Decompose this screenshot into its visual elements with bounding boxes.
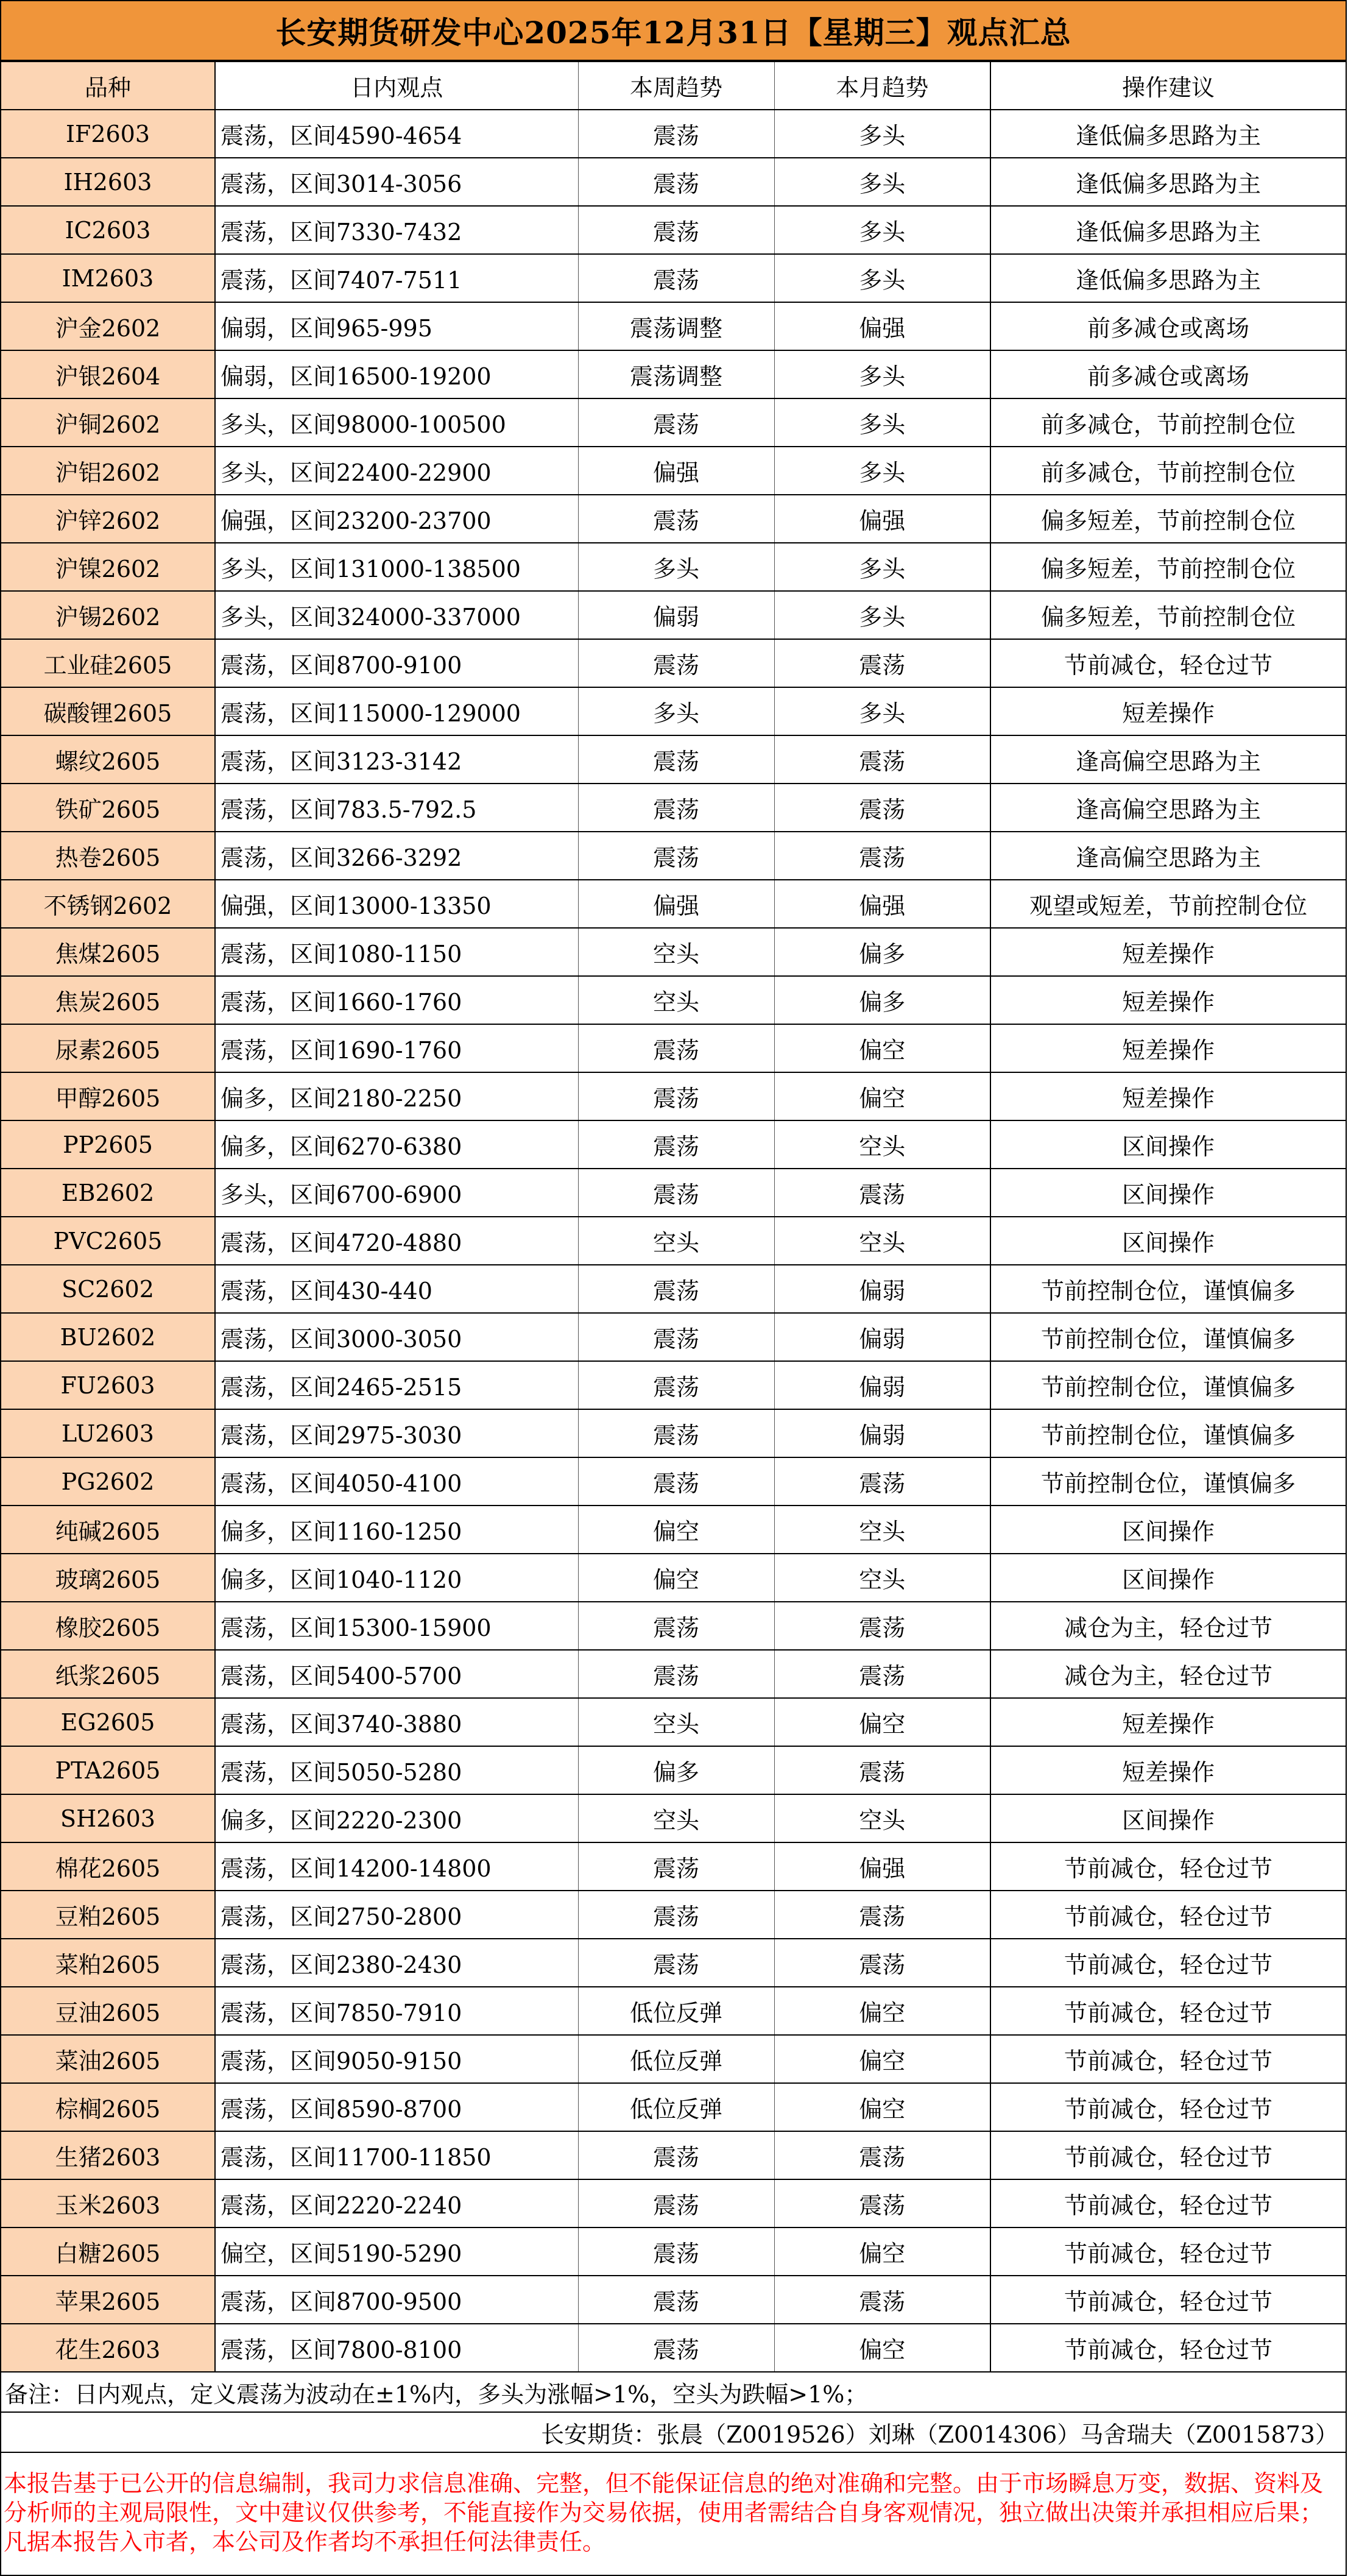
intraday-view-cell: 偏弱，区间16500-19200: [215, 350, 578, 398]
variety-cell: SC2602: [1, 1265, 215, 1313]
table-row: [1, 1842, 1346, 1891]
weekly-trend-cell: 偏空: [578, 1506, 774, 1554]
intraday-view-cell: 偏强，区间13000-13350: [215, 880, 578, 928]
weekly-trend-cell: 低位反弹: [578, 1987, 774, 2035]
monthly-trend-cell: 空头: [774, 1794, 990, 1842]
advice-cell: 逢低偏多思路为主: [990, 158, 1346, 206]
table-row: [1, 1313, 1346, 1361]
intraday-view-cell: 震荡，区间2380-2430: [215, 1939, 578, 1987]
table-row: [1, 206, 1346, 254]
variety-cell: 甲醇2605: [1, 1072, 215, 1120]
monthly-trend-cell: 震荡: [774, 2276, 990, 2324]
table-row: [1, 543, 1346, 591]
monthly-trend-cell: 偏空: [774, 2035, 990, 2083]
author-credits: 长安期货：张晨（Z0019526）刘琳（Z0014306）马舍瑞夫（Z0015873）: [1, 2413, 1346, 2453]
monthly-trend-cell: 多头: [774, 110, 990, 158]
weekly-trend-cell: 低位反弹: [578, 2083, 774, 2131]
table-row: [1, 2227, 1346, 2276]
variety-cell: 工业硅2605: [1, 639, 215, 687]
weekly-trend-cell: 震荡: [578, 1842, 774, 1891]
intraday-view-cell: 多头，区间98000-100500: [215, 398, 578, 447]
monthly-trend-cell: 偏强: [774, 880, 990, 928]
monthly-trend-cell: 多头: [774, 254, 990, 302]
monthly-trend-cell: 空头: [774, 1506, 990, 1554]
intraday-view-cell: 震荡，区间8700-9100: [215, 639, 578, 687]
table-row: [1, 2035, 1346, 2083]
variety-cell: 白糖2605: [1, 2227, 215, 2276]
monthly-trend-cell: 空头: [774, 1120, 990, 1169]
table-row: [1, 1265, 1346, 1313]
weekly-trend-cell: 震荡调整: [578, 302, 774, 350]
weekly-trend-cell: 偏强: [578, 447, 774, 495]
intraday-view-cell: 震荡，区间7850-7910: [215, 1987, 578, 2035]
variety-cell: 焦炭2605: [1, 976, 215, 1024]
intraday-view-cell: 震荡，区间1080-1150: [215, 928, 578, 976]
weekly-trend-cell: 多头: [578, 687, 774, 735]
table-row: [1, 880, 1346, 928]
weekly-trend-cell: 震荡: [578, 1072, 774, 1120]
monthly-trend-cell: 多头: [774, 158, 990, 206]
table-row: [1, 254, 1346, 302]
variety-cell: BU2602: [1, 1313, 215, 1361]
variety-cell: 橡胶2605: [1, 1602, 215, 1650]
views-table: [1, 61, 1346, 2373]
monthly-trend-cell: 震荡: [774, 832, 990, 880]
intraday-view-cell: 震荡，区间8700-9500: [215, 2276, 578, 2324]
table-row: [1, 447, 1346, 495]
advice-cell: 节前减仓，轻仓过节: [990, 2179, 1346, 2227]
monthly-trend-cell: 偏多: [774, 928, 990, 976]
intraday-view-cell: 震荡，区间11700-11850: [215, 2131, 578, 2179]
variety-cell: 菜粕2605: [1, 1939, 215, 1987]
advice-cell: 前多减仓，节前控制仓位: [990, 398, 1346, 447]
intraday-view-cell: 偏多，区间1160-1250: [215, 1506, 578, 1554]
variety-cell: LU2603: [1, 1409, 215, 1457]
monthly-trend-cell: 震荡: [774, 1939, 990, 1987]
intraday-view-cell: 震荡，区间115000-129000: [215, 687, 578, 735]
table-row: [1, 398, 1346, 447]
variety-cell: 豆油2605: [1, 1987, 215, 2035]
table-row: [1, 1506, 1346, 1554]
variety-cell: 豆粕2605: [1, 1891, 215, 1939]
weekly-trend-cell: 震荡: [578, 110, 774, 158]
variety-cell: 沪铝2602: [1, 447, 215, 495]
advice-cell: 节前控制仓位，谨慎偏多: [990, 1265, 1346, 1313]
table-row: [1, 1554, 1346, 1602]
advice-cell: 节前控制仓位，谨慎偏多: [990, 1361, 1346, 1409]
variety-cell: 纯碱2605: [1, 1506, 215, 1554]
variety-cell: 苹果2605: [1, 2276, 215, 2324]
weekly-trend-cell: 震荡: [578, 2131, 774, 2179]
weekly-trend-cell: 震荡: [578, 1939, 774, 1987]
variety-cell: 碳酸锂2605: [1, 687, 215, 735]
monthly-trend-cell: 偏空: [774, 1072, 990, 1120]
advice-cell: 节前控制仓位，谨慎偏多: [990, 1457, 1346, 1506]
weekly-trend-cell: 震荡: [578, 832, 774, 880]
monthly-trend-cell: 震荡: [774, 1457, 990, 1506]
advice-cell: 逢高偏空思路为主: [990, 735, 1346, 784]
advice-cell: 偏多短差，节前控制仓位: [990, 543, 1346, 591]
intraday-view-cell: 震荡，区间5050-5280: [215, 1746, 578, 1794]
weekly-trend-cell: 震荡: [578, 1361, 774, 1409]
advice-cell: 节前减仓，轻仓过节: [990, 1842, 1346, 1891]
variety-cell: PVC2605: [1, 1217, 215, 1265]
advice-cell: 短差操作: [990, 1698, 1346, 1746]
advice-cell: 区间操作: [990, 1169, 1346, 1217]
variety-cell: SH2603: [1, 1794, 215, 1842]
table-row: [1, 1457, 1346, 1506]
table-row: [1, 2083, 1346, 2131]
table-row: [1, 1361, 1346, 1409]
weekly-trend-cell: 震荡: [578, 1409, 774, 1457]
variety-cell: IM2603: [1, 254, 215, 302]
monthly-trend-cell: 多头: [774, 350, 990, 398]
advice-cell: 逢低偏多思路为主: [990, 206, 1346, 254]
table-row: [1, 350, 1346, 398]
intraday-view-cell: 震荡，区间3123-3142: [215, 735, 578, 784]
monthly-trend-cell: 空头: [774, 1217, 990, 1265]
advice-cell: 节前减仓，轻仓过节: [990, 1987, 1346, 2035]
variety-cell: 沪铜2602: [1, 398, 215, 447]
intraday-view-cell: 震荡，区间14200-14800: [215, 1842, 578, 1891]
advice-cell: 节前减仓，轻仓过节: [990, 2131, 1346, 2179]
advice-cell: 减仓为主，轻仓过节: [990, 1650, 1346, 1698]
advice-cell: 节前控制仓位，谨慎偏多: [990, 1409, 1346, 1457]
weekly-trend-cell: 震荡调整: [578, 350, 774, 398]
table-row: [1, 832, 1346, 880]
header-monthly-trend: 本月趋势: [774, 62, 990, 110]
advice-cell: 短差操作: [990, 976, 1346, 1024]
intraday-view-cell: 震荡，区间15300-15900: [215, 1602, 578, 1650]
advice-cell: 节前减仓，轻仓过节: [990, 2083, 1346, 2131]
weekly-trend-cell: 震荡: [578, 254, 774, 302]
weekly-trend-cell: 震荡: [578, 735, 774, 784]
variety-cell: EB2602: [1, 1169, 215, 1217]
intraday-view-cell: 多头，区间324000-337000: [215, 591, 578, 639]
intraday-view-cell: 多头，区间6700-6900: [215, 1169, 578, 1217]
monthly-trend-cell: 多头: [774, 398, 990, 447]
intraday-view-cell: 震荡，区间5400-5700: [215, 1650, 578, 1698]
advice-cell: 前多减仓或离场: [990, 350, 1346, 398]
advice-cell: 减仓为主，轻仓过节: [990, 1602, 1346, 1650]
intraday-view-cell: 震荡，区间1690-1760: [215, 1024, 578, 1072]
intraday-view-cell: 震荡，区间7407-7511: [215, 254, 578, 302]
monthly-trend-cell: 偏弱: [774, 1265, 990, 1313]
monthly-trend-cell: 空头: [774, 1554, 990, 1602]
intraday-view-cell: 震荡，区间783.5-792.5: [215, 784, 578, 832]
monthly-trend-cell: 偏空: [774, 2083, 990, 2131]
table-row: [1, 110, 1346, 158]
variety-cell: FU2603: [1, 1361, 215, 1409]
report-title: 长安期货研发中心2025年12月31日【星期三】观点汇总: [1, 0, 1346, 61]
advice-cell: 区间操作: [990, 1506, 1346, 1554]
monthly-trend-cell: 多头: [774, 591, 990, 639]
monthly-trend-cell: 震荡: [774, 2179, 990, 2227]
monthly-trend-cell: 震荡: [774, 1746, 990, 1794]
remark-note: 备注：日内观点，定义震荡为波动在±1%内，多头为涨幅>1%，空头为跌幅>1%；: [1, 2373, 1346, 2413]
weekly-trend-cell: 空头: [578, 1698, 774, 1746]
weekly-trend-cell: 偏强: [578, 880, 774, 928]
disclaimer-text: 本报告基于已公开的信息编制，我司力求信息准确、完整，但不能保证信息的绝对准确和完整。由于市场瞬息万变，数据、资料及分析师的主观局限性，文中建议仅供参考，不能直接作为交易依据，使用者需结合自身客观情况，独立做出决策并承担相应后果；凡据本报告入市者，本公司及作者均不承担任何法律责任。: [1, 2453, 1346, 2576]
weekly-trend-cell: 震荡: [578, 1169, 774, 1217]
advice-cell: 区间操作: [990, 1217, 1346, 1265]
monthly-trend-cell: 偏弱: [774, 1361, 990, 1409]
advice-cell: 节前减仓，轻仓过节: [990, 1891, 1346, 1939]
intraday-view-cell: 偏多，区间2180-2250: [215, 1072, 578, 1120]
advice-cell: 偏多短差，节前控制仓位: [990, 591, 1346, 639]
intraday-view-cell: 震荡，区间1660-1760: [215, 976, 578, 1024]
intraday-view-cell: 偏强，区间23200-23700: [215, 495, 578, 543]
variety-cell: 铁矿2605: [1, 784, 215, 832]
weekly-trend-cell: 多头: [578, 543, 774, 591]
monthly-trend-cell: 多头: [774, 447, 990, 495]
table-row: [1, 591, 1346, 639]
monthly-trend-cell: 震荡: [774, 639, 990, 687]
monthly-trend-cell: 偏强: [774, 302, 990, 350]
monthly-trend-cell: 偏空: [774, 1698, 990, 1746]
advice-cell: 节前减仓，轻仓过节: [990, 1939, 1346, 1987]
intraday-view-cell: 震荡，区间2975-3030: [215, 1409, 578, 1457]
intraday-view-cell: 多头，区间22400-22900: [215, 447, 578, 495]
advice-cell: 节前控制仓位，谨慎偏多: [990, 1313, 1346, 1361]
weekly-trend-cell: 震荡: [578, 495, 774, 543]
table-row: [1, 1409, 1346, 1457]
variety-cell: IC2603: [1, 206, 215, 254]
monthly-trend-cell: 震荡: [774, 1891, 990, 1939]
table-row: [1, 1072, 1346, 1120]
intraday-view-cell: 多头，区间131000-138500: [215, 543, 578, 591]
table-row: [1, 1891, 1346, 1939]
monthly-trend-cell: 偏强: [774, 495, 990, 543]
table-row: [1, 1602, 1346, 1650]
monthly-trend-cell: 震荡: [774, 2131, 990, 2179]
intraday-view-cell: 偏多，区间2220-2300: [215, 1794, 578, 1842]
weekly-trend-cell: 震荡: [578, 1120, 774, 1169]
intraday-view-cell: 震荡，区间9050-9150: [215, 2035, 578, 2083]
table-row: [1, 1169, 1346, 1217]
weekly-trend-cell: 空头: [578, 1217, 774, 1265]
advice-cell: 短差操作: [990, 1072, 1346, 1120]
variety-cell: 沪金2602: [1, 302, 215, 350]
intraday-view-cell: 震荡，区间3740-3880: [215, 1698, 578, 1746]
variety-cell: 花生2603: [1, 2324, 215, 2372]
variety-cell: PTA2605: [1, 1746, 215, 1794]
advice-cell: 节前减仓，轻仓过节: [990, 639, 1346, 687]
table-row: [1, 639, 1346, 687]
table-row: [1, 158, 1346, 206]
variety-cell: 棕榈2605: [1, 2083, 215, 2131]
weekly-trend-cell: 震荡: [578, 1602, 774, 1650]
table-row: [1, 2179, 1346, 2227]
variety-cell: 热卷2605: [1, 832, 215, 880]
table-row: [1, 1939, 1346, 1987]
variety-cell: EG2605: [1, 1698, 215, 1746]
weekly-trend-cell: 震荡: [578, 639, 774, 687]
advice-cell: 短差操作: [990, 687, 1346, 735]
header-intraday-view: 日内观点: [215, 62, 578, 110]
table-row: [1, 1987, 1346, 2035]
monthly-trend-cell: 多头: [774, 206, 990, 254]
table-row: [1, 2324, 1346, 2372]
intraday-view-cell: 震荡，区间3000-3050: [215, 1313, 578, 1361]
variety-cell: 尿素2605: [1, 1024, 215, 1072]
intraday-view-cell: 震荡，区间2465-2515: [215, 1361, 578, 1409]
table-row: [1, 2276, 1346, 2324]
advice-cell: 偏多短差，节前控制仓位: [990, 495, 1346, 543]
advice-cell: 节前减仓，轻仓过节: [990, 2276, 1346, 2324]
table-row: [1, 735, 1346, 784]
weekly-trend-cell: 震荡: [578, 1265, 774, 1313]
intraday-view-cell: 偏多，区间6270-6380: [215, 1120, 578, 1169]
advice-cell: 节前减仓，轻仓过节: [990, 2324, 1346, 2372]
monthly-trend-cell: 震荡: [774, 1602, 990, 1650]
weekly-trend-cell: 震荡: [578, 1024, 774, 1072]
variety-cell: 沪锌2602: [1, 495, 215, 543]
weekly-trend-cell: 偏弱: [578, 591, 774, 639]
table-body: [1, 110, 1346, 2372]
intraday-view-cell: 震荡，区间8590-8700: [215, 2083, 578, 2131]
weekly-trend-cell: 震荡: [578, 2227, 774, 2276]
table-row: [1, 495, 1346, 543]
table-row: [1, 1746, 1346, 1794]
weekly-trend-cell: 震荡: [578, 1457, 774, 1506]
monthly-trend-cell: 多头: [774, 687, 990, 735]
intraday-view-cell: 震荡，区间7330-7432: [215, 206, 578, 254]
intraday-view-cell: 震荡，区间3266-3292: [215, 832, 578, 880]
weekly-trend-cell: 震荡: [578, 1650, 774, 1698]
weekly-trend-cell: 震荡: [578, 206, 774, 254]
table-row: [1, 1217, 1346, 1265]
monthly-trend-cell: 偏弱: [774, 1409, 990, 1457]
advice-cell: 区间操作: [990, 1120, 1346, 1169]
weekly-trend-cell: 震荡: [578, 784, 774, 832]
monthly-trend-cell: 震荡: [774, 735, 990, 784]
weekly-trend-cell: 震荡: [578, 158, 774, 206]
advice-cell: 区间操作: [990, 1554, 1346, 1602]
variety-cell: PP2605: [1, 1120, 215, 1169]
variety-cell: 不锈钢2602: [1, 880, 215, 928]
table-row: [1, 784, 1346, 832]
intraday-view-cell: 偏多，区间1040-1120: [215, 1554, 578, 1602]
monthly-trend-cell: 偏空: [774, 2227, 990, 2276]
advice-cell: 观望或短差，节前控制仓位: [990, 880, 1346, 928]
table-row: [1, 1650, 1346, 1698]
advice-cell: 前多减仓或离场: [990, 302, 1346, 350]
table-row: [1, 687, 1346, 735]
variety-cell: 螺纹2605: [1, 735, 215, 784]
monthly-trend-cell: 多头: [774, 543, 990, 591]
variety-cell: IF2603: [1, 110, 215, 158]
monthly-trend-cell: 偏空: [774, 1987, 990, 2035]
header-advice: 操作建议: [990, 62, 1346, 110]
table-row: [1, 976, 1346, 1024]
monthly-trend-cell: 偏弱: [774, 1313, 990, 1361]
advice-cell: 节前减仓，轻仓过节: [990, 2035, 1346, 2083]
advice-cell: 短差操作: [990, 1024, 1346, 1072]
variety-cell: 玉米2603: [1, 2179, 215, 2227]
advice-cell: 前多减仓，节前控制仓位: [990, 447, 1346, 495]
intraday-view-cell: 震荡，区间2750-2800: [215, 1891, 578, 1939]
variety-cell: PG2602: [1, 1457, 215, 1506]
intraday-view-cell: 震荡，区间4050-4100: [215, 1457, 578, 1506]
intraday-view-cell: 震荡，区间7800-8100: [215, 2324, 578, 2372]
monthly-trend-cell: 震荡: [774, 784, 990, 832]
monthly-trend-cell: 偏空: [774, 1024, 990, 1072]
weekly-trend-cell: 震荡: [578, 398, 774, 447]
weekly-trend-cell: 空头: [578, 976, 774, 1024]
advice-cell: 短差操作: [990, 928, 1346, 976]
variety-cell: 棉花2605: [1, 1842, 215, 1891]
variety-cell: 玻璃2605: [1, 1554, 215, 1602]
table-row: [1, 1120, 1346, 1169]
intraday-view-cell: 震荡，区间3014-3056: [215, 158, 578, 206]
variety-cell: 沪银2604: [1, 350, 215, 398]
monthly-trend-cell: 震荡: [774, 1169, 990, 1217]
advice-cell: 区间操作: [990, 1794, 1346, 1842]
advice-cell: 短差操作: [990, 1746, 1346, 1794]
weekly-trend-cell: 偏空: [578, 1554, 774, 1602]
intraday-view-cell: 震荡，区间430-440: [215, 1265, 578, 1313]
table-header-row: [1, 62, 1346, 110]
intraday-view-cell: 震荡，区间4590-4654: [215, 110, 578, 158]
advice-cell: 节前减仓，轻仓过节: [990, 2227, 1346, 2276]
advice-cell: 逢低偏多思路为主: [990, 110, 1346, 158]
table-row: [1, 1794, 1346, 1842]
header-weekly-trend: 本周趋势: [578, 62, 774, 110]
header-variety: 品种: [1, 62, 215, 110]
monthly-trend-cell: 偏空: [774, 2324, 990, 2372]
weekly-trend-cell: 低位反弹: [578, 2035, 774, 2083]
advice-cell: 逢高偏空思路为主: [990, 832, 1346, 880]
variety-cell: 生猪2603: [1, 2131, 215, 2179]
variety-cell: 沪镍2602: [1, 543, 215, 591]
weekly-trend-cell: 空头: [578, 1794, 774, 1842]
variety-cell: 菜油2605: [1, 2035, 215, 2083]
weekly-trend-cell: 震荡: [578, 2324, 774, 2372]
monthly-trend-cell: 偏强: [774, 1842, 990, 1891]
weekly-trend-cell: 震荡: [578, 1891, 774, 1939]
table-row: [1, 1698, 1346, 1746]
table-row: [1, 928, 1346, 976]
monthly-trend-cell: 偏多: [774, 976, 990, 1024]
weekly-trend-cell: 偏多: [578, 1746, 774, 1794]
variety-cell: 纸浆2605: [1, 1650, 215, 1698]
variety-cell: 焦煤2605: [1, 928, 215, 976]
table-row: [1, 2131, 1346, 2179]
monthly-trend-cell: 震荡: [774, 1650, 990, 1698]
weekly-trend-cell: 空头: [578, 928, 774, 976]
table-row: [1, 1024, 1346, 1072]
advice-cell: 逢低偏多思路为主: [990, 254, 1346, 302]
intraday-view-cell: 偏空，区间5190-5290: [215, 2227, 578, 2276]
variety-cell: 沪锡2602: [1, 591, 215, 639]
intraday-view-cell: 震荡，区间4720-4880: [215, 1217, 578, 1265]
weekly-trend-cell: 震荡: [578, 2179, 774, 2227]
variety-cell: IH2603: [1, 158, 215, 206]
weekly-trend-cell: 震荡: [578, 1313, 774, 1361]
table-row: [1, 302, 1346, 350]
weekly-trend-cell: 震荡: [578, 2276, 774, 2324]
advice-cell: 逢高偏空思路为主: [990, 784, 1346, 832]
intraday-view-cell: 震荡，区间2220-2240: [215, 2179, 578, 2227]
intraday-view-cell: 偏弱，区间965-995: [215, 302, 578, 350]
